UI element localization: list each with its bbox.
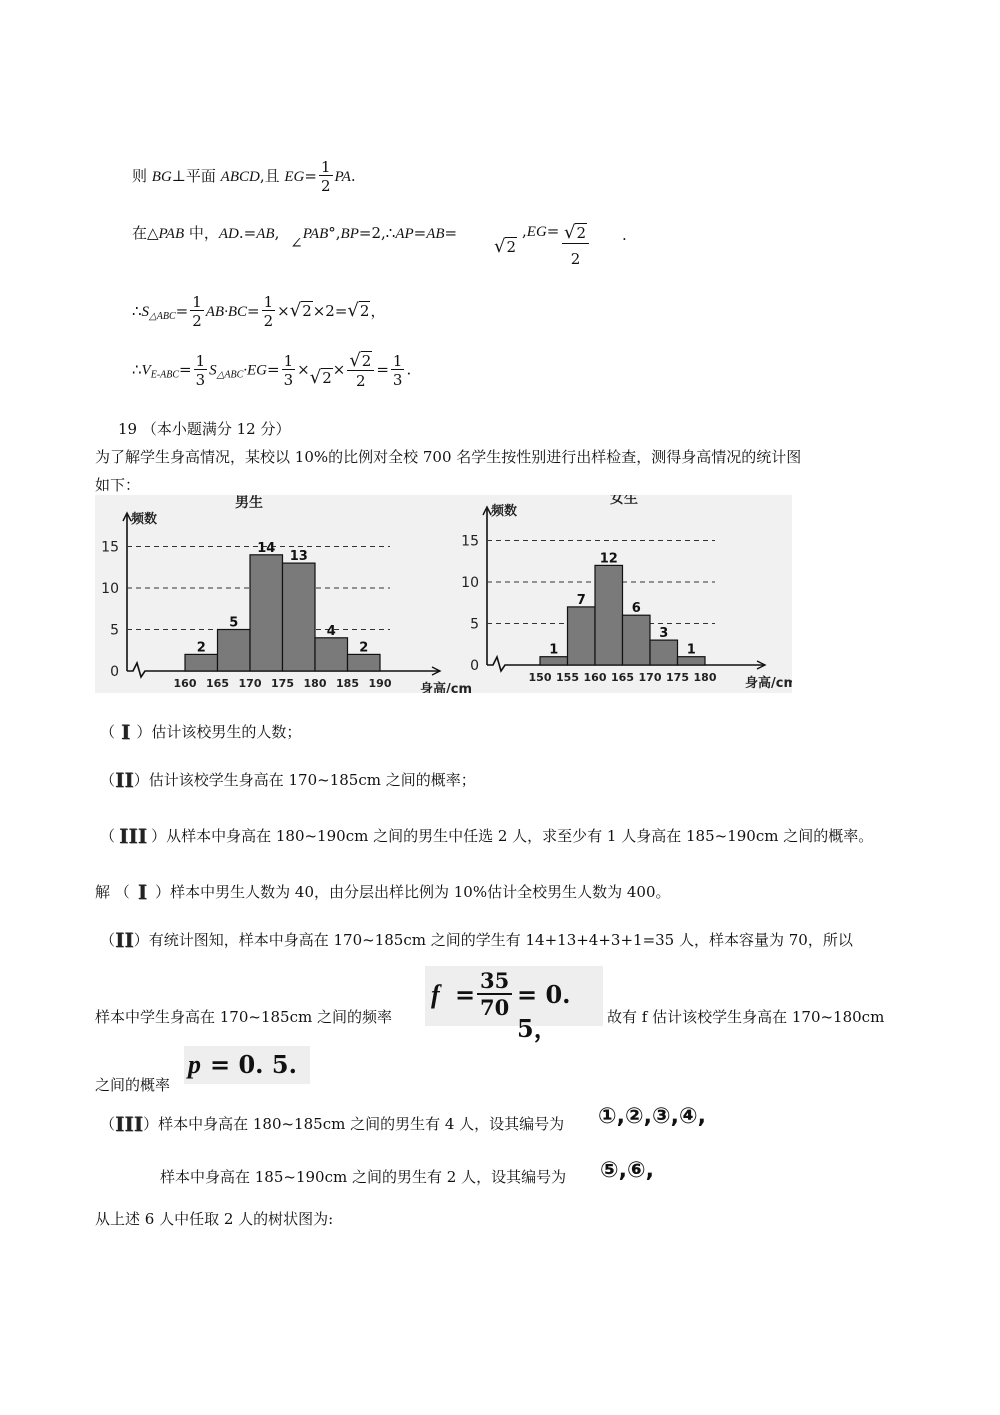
roman-numeral: II	[115, 928, 134, 952]
text: （	[100, 723, 116, 741]
x-tick-label: 165	[611, 671, 634, 684]
question-text: ）估计该校男生的人数；	[136, 723, 302, 741]
var-f: f	[431, 980, 440, 1009]
roman-numeral: II	[115, 768, 134, 792]
bar-value-label: 3	[659, 626, 669, 642]
solution-text: ）有统计图知，样本中身高在 170~185cm 之间的学生有 14+13+4+3+1=35 人，样本容量为 70，所以	[133, 931, 853, 949]
text: .	[622, 226, 627, 244]
bar-value-label: 5	[229, 615, 239, 631]
text: ×2=	[312, 302, 348, 320]
text: ,	[522, 222, 527, 240]
proof-line-4	[132, 352, 411, 389]
radicand: 2	[322, 368, 332, 387]
histogram-bar	[315, 638, 348, 671]
fraction	[477, 968, 512, 1020]
sqrt: √2	[309, 366, 332, 388]
sqrt: √2	[347, 300, 370, 321]
numerator: 35	[477, 968, 512, 995]
charts-panel	[95, 495, 792, 693]
denominator: 70	[480, 995, 510, 1020]
var-eg: ·EG	[243, 362, 267, 379]
text: ,且	[259, 167, 285, 185]
roman-numeral: III	[115, 1112, 144, 1136]
bar-value-label: 2	[359, 640, 369, 656]
text: =	[267, 360, 280, 379]
var-pab: PAB	[158, 226, 185, 242]
solution-1	[95, 880, 671, 904]
text: = 0. 5.	[210, 1050, 297, 1079]
histogram-bar	[678, 657, 706, 665]
radicand: 2	[361, 352, 372, 370]
fraction	[282, 351, 296, 389]
var-ad: AD	[218, 226, 239, 242]
proof-line-3	[132, 295, 385, 329]
numerator: 1	[263, 293, 274, 311]
histogram-bar	[250, 555, 283, 671]
fraction	[391, 351, 405, 389]
problem-stem-line-2: 如下：	[95, 476, 141, 494]
bar-value-label: 14	[257, 540, 276, 556]
var-s: S	[141, 304, 150, 320]
subscript: △ABC	[216, 369, 244, 381]
proof-line-2b	[522, 222, 559, 241]
question-text: ）从样本中身高在 180~190cm 之间的男生中任选 2 人，求至少有 1 人身高在 185~190cm 之间的概率。	[151, 827, 874, 845]
text: °,	[328, 224, 341, 242]
question-2	[100, 768, 476, 792]
numerator: 1	[283, 351, 294, 370]
text: ∴	[132, 360, 142, 379]
radicand: 2	[506, 238, 517, 256]
text: =	[304, 167, 317, 185]
var-ap: AP	[395, 226, 414, 242]
x-tick-label: 155	[556, 671, 579, 684]
text: = 0. 5，	[517, 980, 571, 1043]
radicand: 2	[359, 302, 370, 320]
angle-symbol: ∠	[290, 234, 303, 252]
y-tick-label: 10	[461, 575, 479, 591]
numerator: 1	[192, 293, 202, 311]
text: .=	[238, 224, 257, 242]
denominator: 2	[320, 177, 331, 195]
denominator: 2	[356, 372, 366, 390]
problem-heading: 19 （本小题满分 12 分）	[118, 420, 291, 438]
subscript: E-ABC	[150, 369, 180, 381]
fraction	[190, 295, 204, 329]
denominator: 3	[283, 370, 294, 389]
var-p: p	[188, 1050, 201, 1079]
numerator: 1	[392, 351, 403, 370]
numerator: 1	[195, 351, 206, 370]
solution-6: 样本中身高在 185~190cm 之间的男生有 2 人，设其编号为	[160, 1168, 567, 1186]
text: （	[100, 771, 116, 789]
x-tick-label: 160	[583, 671, 607, 684]
var-eg: EG	[284, 169, 305, 185]
histogram-bar	[650, 640, 678, 665]
text: =	[413, 224, 427, 242]
histogram-bar	[568, 607, 596, 665]
text: =	[455, 980, 476, 1009]
chart-title: 女生	[610, 495, 638, 507]
histogram-bar	[218, 630, 251, 672]
y-tick-label: 5	[470, 616, 479, 633]
circled-numbers-1-4: ①,②,③,④,	[598, 1104, 706, 1129]
formula-p-image	[184, 1046, 310, 1084]
text: ,	[274, 224, 280, 242]
text: ×	[332, 360, 346, 379]
chart-title: 男生	[235, 495, 263, 511]
text: .	[406, 360, 412, 379]
x-axis-label: 身高/cm	[745, 676, 792, 691]
x-tick-label: 170	[638, 671, 662, 684]
bar-value-label: 12	[599, 551, 618, 567]
question-text: ）估计该校学生身高在 170~185cm 之间的概率；	[133, 771, 476, 789]
fraction	[194, 351, 208, 389]
fraction	[319, 160, 333, 194]
denominator: 2	[263, 312, 274, 330]
var-bg: BG	[151, 169, 172, 185]
var-eg: EG	[526, 224, 547, 240]
y-tick-label: 0	[470, 658, 479, 674]
x-tick-label: 190	[368, 677, 392, 690]
histogram-bar	[348, 654, 381, 671]
proof-line-2	[132, 222, 458, 252]
denominator: 2	[192, 312, 202, 330]
question-1	[100, 720, 301, 744]
y-axis-label: 频数	[131, 512, 158, 527]
text: =	[179, 360, 192, 379]
text: ⊥平面	[171, 167, 221, 185]
bar-value-label: 13	[289, 549, 308, 565]
text: （	[100, 1115, 116, 1133]
y-tick-label: 15	[461, 533, 479, 550]
solution-2	[100, 928, 853, 952]
sqrt: √2	[289, 300, 312, 321]
histograms-svg	[95, 495, 792, 693]
proof-line-1	[132, 160, 356, 194]
bar-value-label: 2	[196, 640, 206, 656]
var-ab: AB	[426, 226, 445, 242]
bar-value-label: 1	[549, 642, 559, 658]
circled-numbers-5-6: ⑤,⑥,	[600, 1158, 654, 1183]
text: =	[247, 302, 260, 320]
denominator: 3	[392, 370, 403, 389]
histogram-bar	[185, 654, 218, 671]
fraction-sqrt2-over-2: √2 2	[562, 222, 589, 268]
x-tick-label: 175	[666, 671, 689, 684]
var-ab: AB	[256, 226, 275, 242]
numerator: √2	[347, 352, 374, 371]
subscript: △ABC	[149, 311, 176, 322]
text: ∴	[132, 302, 142, 320]
y-tick-label: 0	[110, 664, 119, 680]
var-pab: PAB	[302, 226, 329, 242]
histogram-bar	[595, 565, 623, 665]
x-tick-label: 180	[303, 677, 327, 690]
text: 在△	[132, 224, 159, 242]
histogram-bar	[540, 657, 568, 665]
y-tick-label: 5	[110, 622, 119, 639]
text: ×	[297, 360, 310, 379]
text: =	[376, 360, 389, 379]
x-tick-label: 175	[271, 677, 294, 690]
question-3	[100, 824, 873, 848]
roman-numeral: I	[121, 720, 131, 744]
solution-4-text: 之间的概率	[95, 1076, 171, 1094]
roman-numeral: I	[137, 880, 148, 904]
radicand: 2	[302, 302, 312, 320]
sqrt-2: √2	[494, 236, 517, 257]
text: =	[546, 222, 560, 240]
var-s: S	[209, 362, 217, 379]
var-v: V	[141, 362, 151, 379]
text: 中，	[184, 224, 219, 242]
text: .	[350, 167, 356, 185]
solution-5	[100, 1112, 564, 1136]
text: 则	[132, 167, 152, 185]
denominator: 2	[570, 250, 581, 268]
solution-text: ）样本中男生人数为 40，由分层出样比例为 10%估计全校男生人数为 400。	[155, 883, 671, 901]
numerator: 1	[320, 158, 331, 176]
solution-7: 从上述 6 人中任取 2 人的树状图为:	[95, 1210, 334, 1228]
x-tick-label: 170	[238, 677, 262, 690]
histogram-bar	[623, 615, 651, 665]
denominator: 3	[195, 370, 206, 389]
x-tick-label: 150	[528, 671, 552, 684]
var-bp: BP	[340, 226, 359, 242]
bar-value-label: 4	[326, 623, 336, 639]
histogram-bar	[283, 563, 316, 671]
var-pa: PA	[334, 169, 351, 185]
fraction	[347, 352, 374, 389]
text: =2,∴	[358, 224, 396, 242]
var-abcd: ABCD	[220, 169, 260, 185]
text: ，	[370, 302, 386, 320]
text: =	[175, 302, 189, 320]
formula-f-image	[425, 966, 603, 1043]
fraction	[262, 295, 276, 329]
x-tick-label: 160	[173, 677, 197, 690]
roman-numeral: III	[119, 824, 148, 848]
y-tick-label: 15	[101, 539, 119, 556]
x-tick-label: 185	[336, 677, 359, 690]
text: ×	[277, 302, 290, 320]
bar-value-label: 1	[686, 642, 696, 658]
solution-text: ）样本中身高在 180~185cm 之间的男生有 4 人，设其编号为	[143, 1115, 565, 1133]
text: 解 （	[95, 883, 130, 901]
solution-3-after: 故有 f 估计该校学生身高在 170~180cm	[607, 1008, 885, 1026]
solution-3-text: 样本中学生身高在 170~185cm 之间的频率	[95, 1008, 392, 1026]
text: （	[100, 827, 116, 845]
problem-stem-line-1: 为了解学生身高情况，某校以 10%的比例对全校 700 名学生按性别进行出样检查，测得身高情况的统计图	[95, 448, 802, 466]
text: （	[100, 931, 116, 949]
var-ab-bc: AB·BC	[205, 304, 247, 320]
x-tick-label: 180	[693, 671, 717, 684]
bar-value-label: 6	[631, 601, 641, 617]
text: =	[444, 224, 458, 242]
radicand: 2	[576, 224, 587, 242]
y-axis-label: 频数	[491, 504, 518, 519]
y-tick-label: 10	[101, 581, 119, 597]
x-axis-label: 身高/cm	[420, 682, 473, 693]
bar-value-label: 7	[576, 592, 586, 608]
x-tick-label: 165	[206, 677, 229, 690]
